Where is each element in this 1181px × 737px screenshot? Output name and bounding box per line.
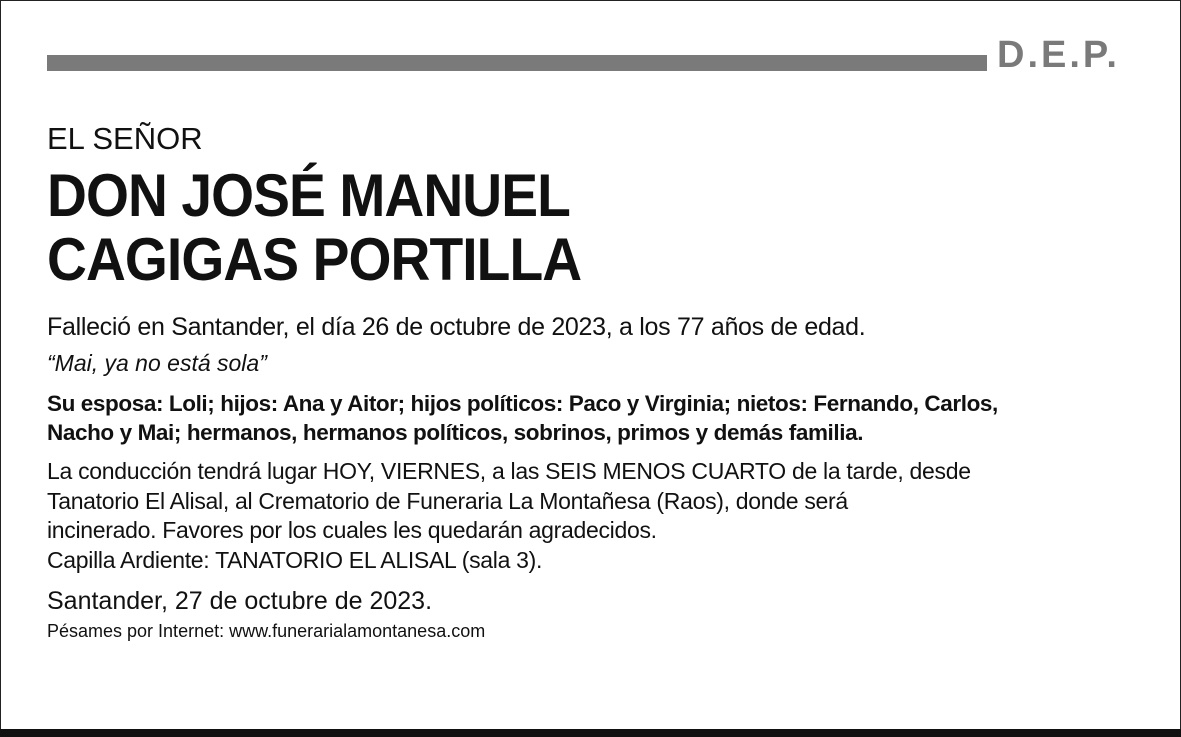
deceased-name — [47, 164, 1059, 292]
header-bar — [47, 55, 987, 71]
family-line-1: Su esposa: Loli; hijos: Ana y Aitor; hijos políticos: Paco y Virginia; nietos: Fernando, Carlos, — [47, 391, 998, 416]
place-date: Santander, 27 de octubre de 2023. — [47, 587, 433, 615]
funeral-line-2: Tanatorio El Alisal, al Crematorio de Funeraria La Montañesa (Raos), donde será — [47, 487, 848, 514]
family-list — [47, 389, 1147, 447]
deceased-name-line-1: DON JOSÉ MANUEL — [47, 162, 570, 229]
funeral-line-3: incinerado. Favores por los cuales les quedarán agradecidos. — [47, 517, 657, 543]
notice-content — [47, 120, 1147, 643]
chapel-info: Capilla Ardiente: TANATORIO EL ALISAL (sala 3). — [47, 546, 543, 573]
funeral-line-1: La conducción tendrá lugar HOY, VIERNES, a las SEIS MENOS CUARTO de la tarde, desde — [47, 458, 971, 484]
funeral-details — [47, 457, 1147, 575]
dep-label: D.E.P. — [997, 34, 1120, 76]
family-line-2: Nacho y Mai; hermanos, hermanos políticos, sobrinos, primos y demás familia. — [47, 420, 864, 445]
honorific-prefix: EL SEÑOR — [47, 121, 203, 156]
deceased-name-line-2: CAGIGAS PORTILLA — [47, 226, 582, 293]
bottom-rule — [0, 729, 1181, 737]
death-info: Falleció en Santander, el día 26 de octubre de 2023, a los 77 años de edad. — [47, 313, 866, 341]
condolences-link: Pésames por Internet: www.funerarialamontanesa.com — [47, 621, 486, 641]
memorial-quote: “Mai, ya no está sola” — [47, 350, 267, 376]
